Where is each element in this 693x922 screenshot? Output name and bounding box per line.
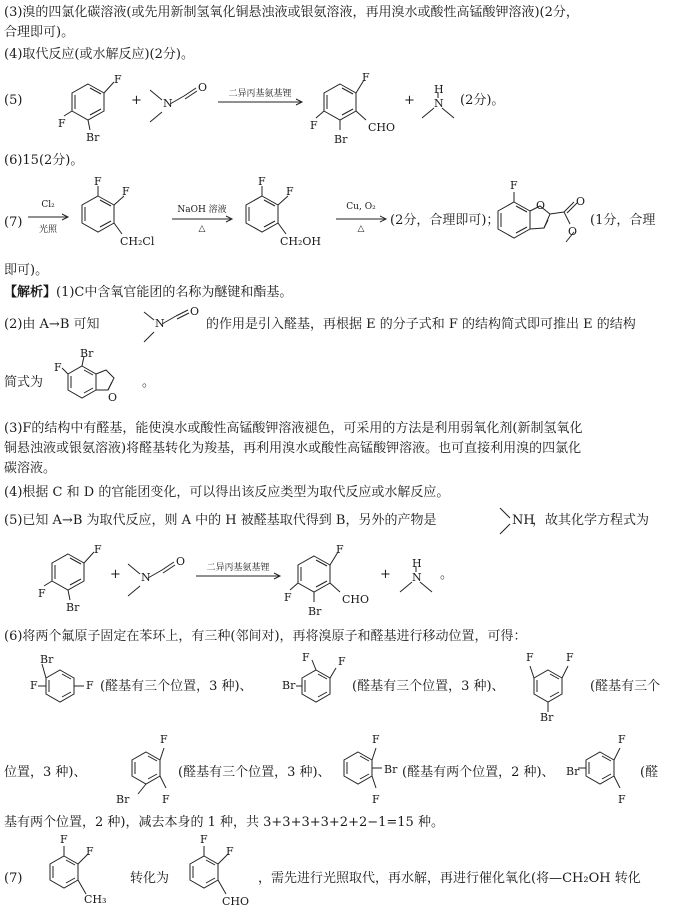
analysis-2-pre: (2)由 A→B 可知 — [4, 317, 100, 332]
atom-f: F — [58, 117, 66, 130]
analysis-3-line1: (3)F的结构中有醛基，能使溴水或酸性高锰酸钾溶液褪色，可采用的方法是利用弱氧化剂(新制氢氧化 — [4, 421, 583, 436]
condition-heat: △ — [198, 224, 206, 234]
answer-3-line1: (3)溴的四氯化碳溶液(或先用新制氢氧化铜悬浊液或银氨溶液，再用溴水或酸性高锰酸钾溶液)(2分， — [4, 5, 579, 20]
answer-7-continued: 即可)。 — [4, 263, 49, 278]
atom-f: F — [94, 175, 102, 188]
atom-f: F — [566, 651, 574, 664]
atom-f: F — [114, 73, 122, 86]
atom-br: Br — [80, 347, 94, 360]
isomer-1-note: (醛基有三个位置，3 种)、 — [100, 679, 253, 694]
plus-sign: + — [131, 93, 142, 108]
isomer-6-note: (醛 — [640, 765, 659, 780]
group-cho: CHO — [342, 593, 370, 606]
atom-br: Br — [40, 653, 54, 666]
condition-cl2: Cl₂ — [41, 200, 55, 210]
analysis-4: (4)根据 C 和 D 的官能团变化，可以得出该反应类型为取代反应或水解反应。 — [4, 485, 450, 500]
isomer-3 — [520, 651, 590, 724]
atom-br: Br — [540, 711, 554, 724]
analysis-6-last: 基有两个位置，2 种)，减去本身的 1 种，共 3+3+3+3+2+2−1=15 种。 — [4, 815, 444, 830]
answer-6: (6)15(2分)。 — [4, 153, 84, 168]
atom-br: Br — [66, 601, 80, 614]
group-ch2oh: CH₂OH — [280, 235, 322, 248]
analysis-6-line1: (6)将两个氟原子固定在苯环上，有三种(邻间对)，再将溴原子和醛基进行移动位置，可得： — [4, 629, 527, 644]
atom-f: F — [160, 733, 168, 746]
reaction-arrow — [28, 213, 72, 221]
structure-b — [310, 68, 390, 148]
atom-f: F — [526, 651, 534, 664]
analysis-2-end: 。 — [142, 375, 156, 390]
atom-o: O — [536, 199, 546, 212]
atom-f: F — [310, 119, 318, 132]
atom-f: F — [338, 655, 346, 668]
atom-f: F — [258, 175, 266, 188]
group-cho: CHO — [222, 895, 250, 908]
plus-sign: + — [380, 567, 391, 582]
atom-f: F — [362, 71, 370, 84]
answer-7-number: (7) — [4, 215, 23, 230]
plus-sign: + — [404, 93, 415, 108]
atom-n: N — [155, 317, 165, 330]
atom-br: Br — [308, 605, 322, 618]
atom-o: O — [576, 195, 586, 208]
atom-f: F — [60, 833, 68, 846]
atom-br: Br — [566, 765, 580, 778]
atom-n: N — [141, 571, 151, 584]
reaction-arrow — [196, 572, 284, 580]
atom-f: F — [372, 733, 380, 746]
atom-h: H — [434, 83, 444, 96]
group-ch3: CH₃ — [84, 893, 107, 906]
answer-5-number: (5) — [4, 93, 23, 108]
atom-n: N — [412, 571, 422, 584]
atom-f: F — [284, 591, 292, 604]
isomer-6 — [578, 733, 648, 806]
analysis-5-end: 。 — [440, 567, 454, 582]
analysis-3-line2: 铜悬浊液或银氨溶液)将醛基转化为羧基，再利用溴水或酸性高锰酸钾溶液。也可直接利用溴的四氯化 — [4, 441, 582, 456]
atom-f: F — [618, 793, 626, 806]
answer-7-score1: (2分，合理即可)； — [390, 213, 500, 228]
isomer-4-note: (醛基有三个位置，3 种)、 — [178, 765, 331, 780]
analysis-7-post: ，需先进行光照取代，再水解，再进行催化氧化(将—CH₂OH 转化 — [258, 871, 641, 886]
reaction-condition: 二异丙基氨基锂 — [206, 563, 270, 573]
analysis-7-mid: 转化为 — [130, 871, 170, 886]
condition-light: 光照 — [38, 225, 57, 235]
atom-f: F — [162, 793, 170, 806]
analysis-5-post: ，故其化学方程式为 — [532, 513, 650, 528]
atom-br: Br — [86, 131, 100, 144]
atom-f: F — [86, 679, 94, 692]
atom-br: Br — [116, 793, 130, 806]
analysis-3-line3: 碳溶液。 — [4, 461, 57, 476]
atom-o: O — [568, 225, 578, 238]
group-nh: NH — [512, 513, 535, 528]
atom-n: N — [434, 97, 444, 110]
reaction-condition: 二异丙基氨基锂 — [228, 89, 292, 99]
atom-br: Br — [334, 133, 348, 146]
atom-n: N — [163, 97, 173, 110]
analysis-7-number: (7) — [4, 871, 23, 886]
atom-o: O — [108, 391, 118, 404]
answer-4: (4)取代反应(或水解反应)(2分)。 — [4, 47, 194, 62]
answer-3-line2: 合理即可)。 — [4, 25, 75, 40]
atom-f: F — [510, 179, 518, 192]
atom-f: F — [372, 793, 380, 806]
analysis-1-text: (1)C中含氧官能团的名称为醚键和酯基。 — [56, 285, 293, 300]
isomer-3-note: (醛基有三个 — [590, 679, 661, 694]
isomer-2-note: (醛基有三个位置，3 种)、 — [352, 679, 505, 694]
atom-f: F — [618, 733, 626, 746]
analysis-5-pre: (5)已知 A→B 为取代反应，则 A 中的 H 被醛基取代得到 B，另外的产物是 — [4, 513, 437, 528]
atom-f: F — [122, 185, 130, 198]
condition-heat: △ — [357, 224, 365, 234]
atom-f: F — [30, 679, 38, 692]
reaction-arrow — [218, 98, 306, 106]
analysis-tag: 【解析】 — [4, 285, 57, 300]
isomer-5-note: (醛基有两个位置，2 种)、 — [402, 765, 555, 780]
atom-f: F — [54, 361, 62, 374]
atom-br: Br — [384, 763, 398, 776]
condition-naoh: NaOH 溶液 — [177, 205, 227, 215]
atom-f: F — [94, 543, 102, 556]
structure-e — [60, 347, 140, 410]
reaction-arrow — [172, 215, 236, 223]
group-cho: CHO — [368, 121, 396, 134]
atom-br: Br — [282, 679, 296, 692]
atom-o: O — [190, 305, 200, 318]
analysis-1 — [4, 284, 292, 302]
atom-h: H — [412, 557, 422, 570]
atom-f: F — [336, 543, 344, 556]
answer-5-score: (2分)。 — [460, 93, 505, 108]
atom-f: F — [38, 587, 46, 600]
atom-f: F — [302, 651, 310, 664]
group-ch2cl: CH₂Cl — [120, 235, 155, 248]
structure-b — [284, 540, 364, 620]
reaction-arrow — [336, 215, 390, 223]
condition-cu-o2: Cu, O₂ — [346, 202, 376, 212]
atom-o: O — [176, 555, 186, 568]
isomer-3-note-cont: 位置，3 种)、 — [4, 765, 87, 780]
analysis-2-post: 的作用是引入醛基，再根据 E 的分子式和 F 的结构简式即可推出 E 的结构 — [206, 317, 636, 332]
atom-o: O — [198, 81, 208, 94]
plus-sign: + — [110, 567, 121, 582]
atom-f: F — [226, 845, 234, 858]
analysis-2-line2: 简式为 — [4, 375, 44, 390]
atom-f: F — [286, 185, 294, 198]
answer-7-score2: (1分，合理 — [590, 213, 656, 228]
atom-f: F — [200, 833, 208, 846]
atom-f: F — [86, 845, 94, 858]
